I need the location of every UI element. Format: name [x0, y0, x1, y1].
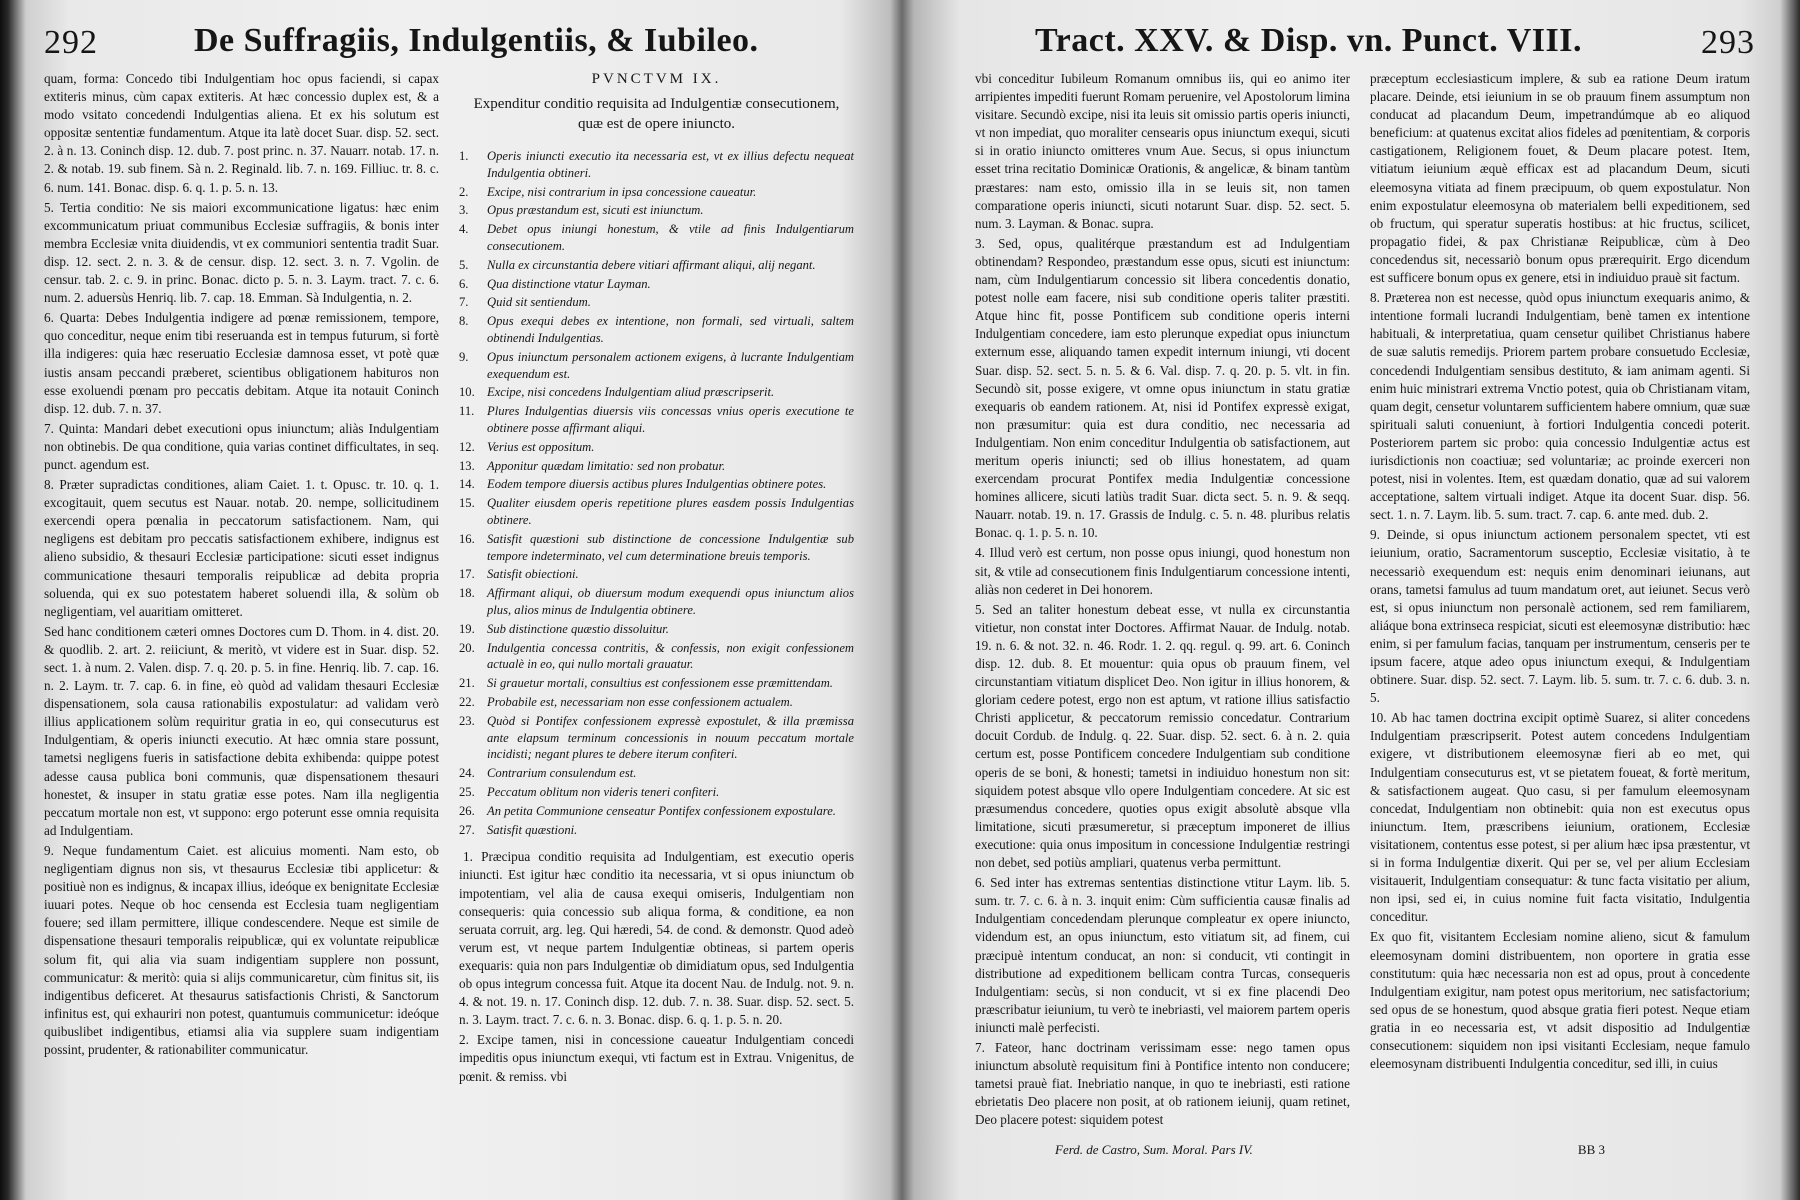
left-column-2	[459, 70, 854, 1088]
summary-item	[459, 257, 854, 274]
punctum-heading: PVNCTVM IX.	[591, 71, 722, 87]
paragraph: 4. Illud verò est certum, non posse opus iniungi, quod honestum non sit, & vtile ad consecutionem finis Indulgentiarum concessione intenti, aliàs non cederet in Dei honorem.	[975, 545, 1350, 597]
summary-item-text: Si grauetur mortali, consultius est confessionem esse præmittendam.	[487, 676, 833, 691]
summary-item-number: 2.	[459, 184, 469, 199]
summary-item-text: Opus præstandum est, sicuti est iniunctum.	[487, 203, 704, 218]
summary-item-text: Operis iniuncti executio ita necessaria est, vt ex illius defectu nequeat Indulgentia obtineri.	[487, 149, 854, 180]
summary-item	[459, 294, 854, 311]
summary-item-number: 20.	[459, 640, 475, 655]
summary-item-number: 10.	[459, 385, 475, 400]
summary-item-text: Nulla ex circunstantia debere vitiari affirmant aliqui, alij negant.	[487, 257, 816, 272]
summary-item-text: Apponitur quædam limitatio: sed non probatur.	[487, 458, 726, 473]
paragraph: 3. Sed, opus, qualitérque præstandum est ad Indulgentiam obtinendam? Respondeo, præstandum esse opus, sicuti est iniunctum: nam, cùm Indulgentiarum concessio sit libera concedentis donatio, potest nolle eam facere, nisi sub conditione operis taliter præstiti. Atque hinc fit, posse Pontificem sub conditione operis interni Indulgentiam concedere, iam esto plerunque expediat opus iniunctum externum esse, aliquando tamen expedit internum iniungi, vti docent Suar. disp. 52. sect. 5. n. 5. & 6. Val. disp. 7. q. 20. p. 5. vlt. in fin. Secundò sit, posse exigere, vt omne opus iniunctum in statu gratiæ exequaris ob eandem rationem. At, nisi id Pontifex expressè exigat, non præsumitur: quia est dura conditio, nec necessaria ad Indulgentiam. Non enim conceditur Indulgentia ob satisfactionem, aut meritum operis iniuncti; sed ob illius honestatem, ad quam exercendam procurat Pontifex media Indulgentiæ concessione homines allicere, sicuti latiùs tradit Suar. dicta sect. 5. n. 9. & seqq. Nauarr. notab. 19. n. 17. Grassis de Indulg. c. 5. n. 48. pluribus relatis Bonac. q. 1. p. 5. n. 10.	[975, 235, 1350, 541]
summary-item	[459, 566, 854, 583]
paragraph: 10. Ab hac tamen doctrina excipit optimè Suarez, si aliter concedens Indulgentiam præscripserit. Potest autem concedens Indulgentiam exigere, vt distributionem eleemosynæ fieri ab eo met, qui Indulgentiam consecuturus est, vt se pietatem foueat, & fortè meritum, & satisfactionem augeat. Quo casu, si per famulum eleemosynam concedat, Indulgentiam non obtinebit: quia non est executus opus iniunctum. Item, præscribens ieiunium, orationem, Ecclesiæ visitationem, contentus esse potest, si per alium hæc ipsa præstentur, vt si in forma Indulgentiæ dixerit. Qui per se, vel per alium Ecclesiam visitauerit, Indulgentiam consequatur: & tunc facta visitatio per alium, non ipsi, sed ei, in cuius nomine fuit facta visitatio, Indulgentia conceditur.	[1370, 710, 1750, 925]
summary-item	[459, 313, 854, 347]
summary-item	[459, 784, 854, 801]
right-column-1	[975, 70, 1350, 1131]
summary-item-text: Plures Indulgentias diuersis viis concessas vnius operis executione te obtinere posse affirmant aliqui.	[487, 404, 854, 436]
summary-item-text: Affirmant aliqui, ob diuersum modum exequendi opus iniunctum alios plus, alios minus de Indulgentia obtinere.	[487, 586, 854, 618]
summary-item-text: Qua distinctione vtatur Layman.	[487, 276, 651, 291]
summary-item-number: 18.	[459, 586, 475, 601]
summary-item	[459, 495, 854, 529]
summary-item-text: Debet opus iniungi honestum, & vtile ad finis Indulgentiarum consecutionem.	[487, 222, 854, 254]
summary-item-text: Opus exequi debes ex intentione, non formali, sed virtuali, saltem obtinendi Indulgentias.	[487, 314, 854, 346]
paragraph: 9. Neque fundamentum Caiet. est alicuius momenti. Nam esto, ob negligentiam dignus non sis, vt thesaurus Ecclesiæ tibi applicetur: & positiuè non es indignus, & incapax illius, ideóque ex benignitate Ecclesiæ iuuari potes. Neque ob hoc censenda est Ecclesia tuam negligentiam fouere; sed illam permittere, illique condescendere. Neque est simile de dispensatione thesauri temporalis reipublicæ, qui ex voluntate reipublicæ solum fit, qui alia via suam indigentiam supplere non possunt, communicatur: & meritò: quia si alijs communicaretur, cùm finitus sit, iis indigentibus deficeret. At thesaurus satisfactionis Christi, & Sanctorum infinitus est, qui exhauriri non potest, quantumuis communicetur: ideóque quibuslibet indigentibus, etiamsi alia via supplere suam indigentiam possint, prudenter, & rationabiliter communicatur.	[44, 842, 439, 1057]
summary-item-number: 4.	[459, 222, 469, 237]
paragraph: 8. Præterea non est necesse, quòd opus iniunctum exequaris animo, & intentione formali lucrandi Indulgentiam, benè tamen ex intentione habituali, & interpretatiua, quam censetur quilibet Christianus habere de suæ salutis remedijs. Priorem partem probare consuetudo Ecclesiæ, concedendi Indulgentiam sensibus destituto, & iam animam agenti. Si enim huic ministrari extrema Vnctio potest, quia ob Christianam vitam, quam degit, censetur voluntarem sufficientem habere omnium, quæ suæ spirituali saluti conueniunt, à fortiori Indulgentia concedi poterit. Posteriorem partem sic probo: quia concessio Indulgentiæ actus est iurisdictionis non coactiuæ; sed voluntariæ; ac proinde exerceri non potest, nisi in volentes. Item, est quædam donatio, quæ ad sui valorem acceptatione, saltem virtuali indiget. Atque ita docent Suar. disp. 56. sect. 1. n. 7. Laym. lib. 5. sum. tract. 7. cap. 6. ante med. dub. 2.	[1370, 290, 1750, 523]
summary-item	[459, 713, 854, 763]
summary-item-text: Qualiter eiusdem operis repetitione plures easdem possis Indulgentias obtinere.	[487, 496, 854, 528]
summary-item-number: 25.	[459, 784, 475, 799]
summary-item-number: 16.	[459, 531, 475, 546]
paragraph: 9. Deinde, si opus iniunctum actionem personalem spectet, vti est ieiunium, oratio, Sacramentorum susceptio, Ecclesiæ visitatio, à te necessariò exequendum est: nequis enim denominari ieiunans, aut orans, tametsi famulus ad tuum mandatum oret, aut ieiunet. Secus verò est, si opus iniunctum non personalè actionem, sed rem familiarem, aliáque bona extrinseca respiciat, sicuti est eleemosynæ distributio: hæc enim, si per famulum facias, tanquam per instrumentum, censeris per te ipsum facere, atque adeo opus iniunctum exequi, & Indulgentiam obtinere. Suar. disp. 52. sect. 7. Laym. lib. 5. sum. tr. 7. c. 6. dub. 3. n. 5.	[1370, 527, 1750, 706]
summary-item	[459, 585, 854, 619]
summary-item	[459, 531, 854, 565]
summary-item-number: 1.	[459, 149, 469, 164]
left-page-number: 292	[44, 24, 98, 61]
summary-item-number: 19.	[459, 621, 475, 636]
summary-item	[459, 184, 854, 201]
summary-item	[459, 439, 854, 456]
punctum-summary: Expenditur conditio requisita ad Indulgentiæ consecutionem, quæ est de opere iniuncto.	[473, 96, 840, 133]
left-running-header	[44, 18, 884, 68]
summary-item-text: Sub distinctione quæstio dissoluitur.	[487, 621, 669, 636]
paragraph: 7. Fateor, hanc doctrinam verissimam esse: nego tamen opus iniunctum absolutè requisitum fini à Pontifice intento non conducere; tametsi prauè fiat. Inebriatio nanque, in quo te inebriasti, esti ratione ebrietatis Deo placere non posit, at ob rationem ieiunij, quam retinet, Deo placere potest: siquidem potest	[975, 1039, 1350, 1128]
right-column-2	[1370, 70, 1750, 1075]
summary-item-number: 17.	[459, 567, 475, 582]
summary-item-text: Eodem tempore diuersis actibus plures Indulgentias obtinere potes.	[487, 477, 827, 492]
summary-item	[459, 476, 854, 493]
right-page-number: 293	[1701, 24, 1755, 61]
summary-item-number: 8.	[459, 314, 469, 329]
summary-item-number: 14.	[459, 477, 475, 492]
summary-item-number: 11.	[459, 404, 475, 419]
paragraph: Sed hanc conditionem cæteri omnes Doctores cum D. Thom. in 4. dist. 20. & quodlib. 2. art. 2. reiiciunt, & meritò, vt videre est in Suar. disp. 52. sect. 1. à num. 2. Valen. disp. 7. q. 20. p. 5. in fine. Henriq. lib. 7. cap. 16. n. 2. Laym. tr. 7. cap. 6. in fine, eò quòd ad validam thesauri Ecclesiæ dispensationem, sola causa rationabilis expostulatur: ad validam verò illius applicationem solùm requiritur gratia in eo, qui consecuturus est Indulgentiam, & operis iniuncti executio. At hæc omnia stare possunt, tametsi negligens fueris in satisfactione debita exhibenda: quippe potest adesse causa publica boni communis, quæ dispensationem thesauri honestet, & insuper in statu gratiæ esse potes. Nam illa negligentia peccatum mortale non est, vt suppono: ergo poterunt esse omnia requisita ad Indulgentiam.	[44, 623, 439, 838]
left-column-1	[44, 70, 439, 1061]
paragraph: Ex quo fit, visitantem Ecclesiam nomine alieno, sicut & famulum eleemosynam domini distribuentem, non oportere in gratia esse constitutum: quia hæc necessaria non est ad opus, prout à concedente Indulgentiam exigitur, nam potest opus meritorium, nec satisfactorium; sed opus de se honestum, quod absque gratia fieri potest. Neque etiam gratia in eo necessaria est, vt adsit dispositio ad Indulgentiæ consecutionem: siquidem non ipsi visitanti Ecclesiam, neque famulo eleemosynam distribuenti Indulgentia conceditur, sed illi, in cuius	[1370, 929, 1750, 1072]
summary-item-number: 27.	[459, 822, 475, 837]
summary-item	[459, 403, 854, 437]
paragraph	[459, 848, 854, 1029]
paragraph: 5. Sed an taliter honestum debeat esse, vt nulla ex circunstantia vitietur, non constat inter Doctores. Affirmat Nauar. de Indulg. notab. 19. n. 6. & not. 32. n. 46. Rodr. 1. 2. qq. regul. q. 99. art. 6. Coninch disp. 12. dub. 8. Et mouentur: quia opus ob prauum finem, vel circunstantiam vitiatum displicet Deo. Non igitur in illius honorem, & gloriam cedere potest, ergo non est aptum, vt ratione illius satisfactio Christi applicetur, & peccatorum remissio concedatur. Contrarium docuit Cordub. de Indulg. q. 22. Suar. disp. 52. sect. 6. à n. 2. quia certum est, posse Pontificem concedere Indulgentiam sub conditione operis de se boni, & honesti; tametsi in indiuiduo honestum non sit: siquidem potest absque vllo opere Indulgentiam concedere. At sic est præsumendus concedere, quoties opus exigit absolutè absque vlla limitatione, sicuti præsumeretur, si præceptum imponeret de illius executione: quia onus impositum in concessione Indulgentiæ restringi non debet, sed potiùs ampliari, quatenus verba permittunt.	[975, 601, 1350, 871]
summary-item	[459, 621, 854, 638]
summary-item-number: 3.	[459, 203, 469, 218]
summary-item	[459, 640, 854, 674]
summary-item-text: Quòd si Pontifex confessionem expressè expostulet, & illa præmissa ante elapsum terminum concessionis in nouum peccatum mortale incidisti; negant plures te debere iterum confiteri.	[487, 713, 854, 762]
summary-item	[459, 822, 854, 839]
paragraph: 6. Quarta: Debes Indulgentia indigere ad pœnæ remissionem, tempore, quo conceditur, neque enim tibi reseruanda est in tempus futurum, si fortè illa indigeres: quia hæc reseruatio Ecclesiæ damnosa esset, vt potè quæ iustis ansam peccandi præberet, scientibus obligationem habituros non esse exoluendi pœnam pro peccatis debitam. Atque ita notauit Coninch disp. 12. dub. 7. n. 37.	[44, 310, 439, 416]
summary-item-number: 24.	[459, 766, 475, 781]
left-page	[44, 0, 884, 1200]
summary-item-text: Probabile est, necessariam non esse confessionem actualem.	[487, 695, 793, 709]
right-running-header	[975, 18, 1755, 68]
summary-item	[459, 202, 854, 219]
paragraph: 8. Præter supradictas conditiones, aliam Caiet. 1. t. Opusc. tr. 10. q. 1. excogitauit, quem secutus est Nauar. notab. 20. nempe, sollicitudinem exercendi opera pœnalia in peccatorum satisfactionem. Nam, qui negligens est debitam pro peccatis satisfactionem exhibere, indignus est alieno subsidio, & thesauri Ecclesiæ participatione: sicuti esset indignus communicatione thesauri temporalis reipublicæ ad debita propria soluenda, qui ex suo potestatem haberet soluendi illa, & solùm ob negligentiam, vel auaritiam omitteret.	[44, 477, 439, 619]
summary-item-text: Indulgentia concessa contritis, & confessis, non exigit confessionem actualè in eo, qui nullo mortali grauatur.	[487, 640, 854, 672]
signature-mark: BB 3	[1577, 1142, 1605, 1157]
summary-item-number: 21.	[459, 676, 475, 691]
summary-list	[459, 148, 854, 838]
summary-item-number: 7.	[459, 295, 469, 310]
right-footer	[975, 1142, 1755, 1162]
summary-item	[459, 675, 854, 692]
first-paragraph-text: 1. Præcipua conditio requisita ad Indulgentiam, est executio operis iniuncti. Est igitur hæc conditio ita necessaria, vt si opus iniunctum ob impotentiam, vel alia de causa exequi omiseris, Indulgentiam non consequeris: quia concessio sub aliqua forma, & conditione, ea non seruata corruit, arg. leg. Qui hæredi, 54. de cond. & demonstr. Quod adeò verum est, vt neque partem Indulgentiæ obtineas, si partem operis exequaris: quia non pars Indulgentiæ ob dimidiatum opus, sed Indulgentia ob opus integrum concessa fuit. Atque ita docent Nau. de Indulg. not. 9. n. 4. & not. 19. n. 17. Coninch disp. 12. dub. 7. n. 38. Suar. disp. 52. sect. 5. n. 3. Laym. tract. 7. c. 6. n. 3. Bonac. disp. 6. q. 1. p. 5. n. 20.	[459, 849, 854, 1028]
paragraph: præceptum ecclesiasticum implere, & sub ea ratione Deum iratum placare. Deinde, etsi ieiunium in se ob prauum finem assumptum non conducat ad placandum Deum, impetrandúmque ab eo aliquod beneficium: at quatenus excitat alios fideles ad pœnitentiam, & corporis castigationem, Religionem fouet, & Deum placare potest. Item, vitiatum ieiunium æquè efficax est ad placandum Deum, sicuti eleemosyna vitiata ad finem præcipuum, ob quem expostulatur. Non enim expostulatur eleemosyna ob materialem belli expeditionem, sed ob fructum, qui speratur superatis hostibus: at hic fructus, scilicet, propagatio fidei, & pax Christianæ Reipublicæ, cùm à Deo concedendus sit, necessariò bonum opus prærequirit. Ergo dicendum est sufficere bonum opus ex genere, etsi in indiuiduo prauè sit factum.	[1370, 71, 1750, 286]
footer-author: Ferd. de Castro, Sum. Moral. Pars IV.	[1055, 1142, 1253, 1157]
summary-item-text: Contrarium consulendum est.	[487, 766, 637, 781]
summary-item-number: 26.	[459, 803, 475, 818]
summary-item	[459, 276, 854, 293]
summary-item-number: 6.	[459, 276, 469, 291]
summary-item-text: Satisfit quæstioni.	[487, 822, 578, 837]
summary-item	[459, 458, 854, 475]
summary-item	[459, 221, 854, 255]
summary-item-text: Satisfit quæstioni sub distinctione de concessione Indulgentiæ sub tempore indeterminato, vel cum determinatione breuis temporis.	[487, 531, 854, 563]
summary-item	[459, 148, 854, 182]
summary-item-text: An petita Communione censeatur Pontifex confessionem expostulare.	[487, 803, 836, 818]
summary-item	[459, 349, 854, 383]
summary-item-text: Peccatum oblitum non videris teneri confiteri.	[487, 784, 720, 799]
paragraph: 5. Tertia conditio: Ne sis maiori excommunicatione ligatus: hæc enim excommunicatum priuat communibus Ecclesiæ suffragiis, & bonis inter membra Ecclesiæ vnita diuidendis, vt ex communiori sententia tradit Suar. disp. 12. sect. 2. n. 3. & de censur. disp. 12. sect. 3. n. 7. Vgolin. de censur. tab. 2. c. 9. in princ. Bonac. dicto p. 5. n. 3. Laym. tract. 7. c. 6. num. 2. aduersùs Henriq. lib. 7. cap. 18. Emman. Sà Indulgentia, n. 2.	[44, 199, 439, 306]
paragraph: vbi conceditur Iubileum Romanum omnibus iis, qui eo animo iter arripientes impediti fuerunt Romam peruenire, vel Apostolorum limina visitare. Secundò excipe, nisi ita leuis sit omissio partis operis iniuncti, vt non impediat, quo moraliter censearis opus iniunctum exequi, sicuti si in oratio iniuncto omitteres vnum Aue. Secus, si opus iniunctum esset trina recitatio Dominicæ Orationis, & angelicæ, & binam tantùm præstares: nam esto, omissio illa in se leuis sit, non tamen comparatione operis iniuncti, sicuti notarunt Suar. disp. 52. sect. 5. num. 3. Layman. & Bonac. supra.	[975, 71, 1350, 231]
summary-item-number: 5.	[459, 257, 469, 272]
summary-item-number: 23.	[459, 713, 475, 728]
summary-item-text: Satisfit obiectioni.	[487, 567, 579, 582]
right-page	[975, 0, 1755, 1200]
summary-item-text: Opus iniunctum personalem actionem exigens, à lucrante Indulgentiam exequendum est.	[487, 349, 854, 381]
summary-item	[459, 803, 854, 820]
summary-item	[459, 694, 854, 711]
summary-item-text: Excipe, nisi contrarium in ipsa concessione caueatur.	[487, 184, 757, 199]
summary-item	[459, 765, 854, 782]
summary-item-number: 15.	[459, 496, 475, 511]
summary-item-text: Verius est oppositum.	[487, 439, 595, 454]
paragraph: 2. Excipe tamen, nisi in concessione caueatur Indulgentiam concedi impeditis opus iniunctum exequi, vti factum est in Extrau. Vnigenitus, de pœnit. & remiss. vbi	[459, 1032, 854, 1084]
summary-item-number: 13.	[459, 458, 475, 473]
left-running-title: De Suffragiis, Indulgentiis, & Iubileo.	[194, 22, 759, 59]
summary-item-number: 9.	[459, 349, 469, 364]
summary-item-number: 12.	[459, 439, 475, 454]
summary-item-text: Quid sit sentiendum.	[487, 295, 591, 310]
summary-item	[459, 384, 854, 401]
summary-item-text: Excipe, nisi concedens Indulgentiam aliud præscripserit.	[487, 385, 775, 400]
paragraph: 7. Quinta: Mandari debet executioni opus iniunctum; aliàs Indulgentiam non obtinebis. De qua conditione, quia varias continet difficultates, in seq. punct. agendum est.	[44, 420, 439, 472]
paragraph: 6. Sed inter has extremas sententias distinctione vtitur Laym. lib. 5. sum. tr. 7. c. 6. à n. 3. inquit enim: Cùm sufficientia causæ finalis ad Indulgentiam concedendam plerunque compleatur ex opere iniuncto, videndum est, an opus iniunctum, esto vitiatum sit, ad finem, cui præcipuè intentum conducat, an non: si conducit, vti contingit in distributione ad expeditionem bellicam contra Turcas, consequeris Indulgentiam: secùs, si non conducit, vt si ex fine placendi Deo præscribatur ieiunium, tu verò te inebriasti, vel maiorem partem operis iniuncti malè perfecisti.	[975, 875, 1350, 1035]
paragraph: quam, forma: Concedo tibi Indulgentiam hoc opus faciendi, si capax extiteris minus, cùm capax extiteris. At hæc concessio duplex est, & a modo vsitato concedendi Indulgentias aliena. Et ex his solutum est oppositæ sententiæ fundamentum. Atque ita latè docet Suar. disp. 52. sect. 2. à n. 13. Coninch disp. 12. dub. 7. post princ. n. 37. Nauarr. notab. 17. n. 2. & notab. 19. sub finem. Sà n. 2. Reginald. lib. 7. n. 169. Filliuc. tr. 8. c. 6. num. 141. Bonac. disp. 6. q. 1. p. 5. n. 13.	[44, 71, 439, 195]
summary-item-number: 22.	[459, 695, 475, 709]
right-running-title: Tract. XXV. & Disp. vn. Punct. VIII.	[1035, 22, 1582, 59]
